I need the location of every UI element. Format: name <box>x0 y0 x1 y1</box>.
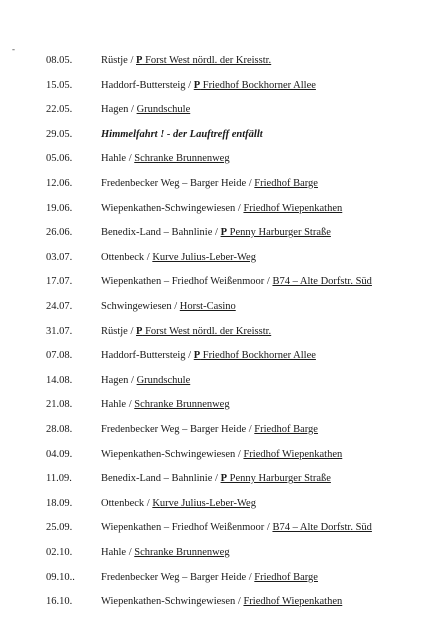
row-description <box>101 446 342 464</box>
row-location: P <box>220 473 227 485</box>
row-text: Schwingewiesen / <box>101 301 180 312</box>
schedule-row <box>0 396 446 414</box>
row-location: Friedhof Wiepenkathen <box>243 202 343 214</box>
row-description <box>101 544 230 562</box>
row-date: 03.07. <box>46 251 73 263</box>
row-description <box>101 52 271 70</box>
row-text: Fredenbecker Weg – Barger Heide / <box>101 178 255 189</box>
row-location: Friedhof Barge <box>254 178 318 189</box>
row-text: Rüstje / <box>101 325 137 337</box>
row-date: 29.05. <box>46 128 73 140</box>
row-description <box>101 470 331 488</box>
row-date: 15.05. <box>46 79 73 91</box>
row-description <box>101 495 256 513</box>
row-text: Ottenbeck / <box>101 497 153 509</box>
row-text: Wiepenkathen-Schwingewiesen / <box>101 596 244 608</box>
margin-mark: - <box>12 44 15 54</box>
row-date: 05.06. <box>46 153 73 165</box>
row-date: 02.10. <box>46 547 73 558</box>
row-location: P <box>136 55 143 66</box>
row-date: 31.07. <box>46 325 73 337</box>
row-description <box>101 593 342 611</box>
row-text: Fredenbecker Weg – Barger Heide / <box>101 424 255 435</box>
row-location: B74 – Alte Dorfstr. Süd <box>272 522 372 534</box>
schedule-row <box>0 52 446 70</box>
row-date: 17.07. <box>46 276 73 288</box>
row-location: P <box>193 350 201 362</box>
schedule-row <box>0 323 446 341</box>
schedule-row <box>0 544 446 562</box>
row-location: Friedhof Barge <box>254 424 318 435</box>
row-date: 26.06. <box>46 227 73 239</box>
schedule-row <box>0 298 446 316</box>
schedule-row <box>0 126 446 144</box>
schedule-row <box>0 77 446 95</box>
row-text: Fredenbecker Weg – Barger Heide / <box>101 571 255 583</box>
row-location: P <box>193 79 201 91</box>
schedule-row <box>0 470 446 488</box>
row-text: Hahle / <box>101 153 135 165</box>
row-location: Schranke Brunnenweg <box>134 153 230 165</box>
row-description <box>101 323 271 341</box>
row-date: 16.10. <box>46 596 73 608</box>
row-text: Ottenbeck / <box>101 251 153 263</box>
row-description <box>101 175 318 193</box>
row-description <box>101 298 236 316</box>
row-location: Friedhof Bockhorner Allee <box>200 79 316 91</box>
row-date: 11.09. <box>46 473 72 485</box>
row-date: 07.08. <box>46 350 73 362</box>
row-text: Hagen / <box>101 374 137 386</box>
row-description <box>101 126 263 144</box>
row-location: B74 – Alte Dorfstr. Süd <box>272 276 372 288</box>
row-location: Forst West nördl. der Kreisstr. <box>142 325 272 337</box>
row-text: Wiepenkathen-Schwingewiesen / <box>101 202 244 214</box>
row-description <box>101 347 316 365</box>
row-description <box>101 101 190 119</box>
schedule-row <box>0 495 446 513</box>
row-date: 04.09. <box>46 448 73 460</box>
schedule-row <box>0 200 446 218</box>
schedule-row <box>0 519 446 537</box>
row-text: Haddorf-Buttersteig / <box>101 79 194 91</box>
row-date: 09.10.. <box>46 571 75 583</box>
schedule-row <box>0 446 446 464</box>
row-location: Penny Harburger Straße <box>226 473 331 485</box>
schedule-row <box>0 249 446 267</box>
row-description <box>101 372 190 390</box>
row-location: Penny Harburger Straße <box>226 227 331 239</box>
row-text: Hahle / <box>101 399 135 411</box>
row-text: Haddorf-Buttersteig / <box>101 350 194 362</box>
row-text: Hagen / <box>101 104 137 116</box>
schedule-row <box>0 593 446 611</box>
row-text: Wiepenkathen – Friedhof Weißenmoor / <box>101 276 273 288</box>
schedule-row <box>0 569 446 587</box>
row-description <box>101 519 372 537</box>
row-date: 08.05. <box>46 55 73 66</box>
row-location: Friedhof Wiepenkathen <box>243 448 343 460</box>
row-date: 18.09. <box>46 497 73 509</box>
row-description <box>101 150 230 168</box>
row-date: 14.08. <box>46 374 73 386</box>
row-text: Benedix-Land – Bahnlinie / <box>101 473 221 485</box>
row-location: Kurve Julius-Leber-Weg <box>152 497 256 509</box>
row-location: Schranke Brunnenweg <box>134 399 230 411</box>
row-description <box>101 396 230 414</box>
row-location: P <box>136 325 143 337</box>
row-location: Friedhof Bockhorner Allee <box>200 350 316 362</box>
row-text: Hahle / <box>101 547 135 558</box>
schedule-row <box>0 347 446 365</box>
row-note: Himmelfahrt ! - der Lauftreff entfällt <box>101 128 263 140</box>
schedule-row <box>0 224 446 242</box>
row-location: Kurve Julius-Leber-Weg <box>152 251 256 263</box>
row-location: Friedhof Wiepenkathen <box>243 596 343 608</box>
row-description <box>101 77 316 95</box>
schedule-row <box>0 150 446 168</box>
row-date: 19.06. <box>46 202 73 214</box>
row-description <box>101 569 318 587</box>
row-description <box>101 273 372 291</box>
schedule-row <box>0 273 446 291</box>
row-date: 28.08. <box>46 424 73 435</box>
schedule-row <box>0 175 446 193</box>
row-location: P <box>220 227 227 239</box>
schedule-row <box>0 421 446 439</box>
row-location: Forst West nördl. der Kreisstr. <box>142 55 272 66</box>
row-description <box>101 249 256 267</box>
row-location: Friedhof Barge <box>254 571 318 583</box>
row-location: Horst-Casino <box>179 301 236 312</box>
row-date: 25.09. <box>46 522 73 534</box>
row-text: Benedix-Land – Bahnlinie / <box>101 227 221 239</box>
row-text: Rüstje / <box>101 55 137 66</box>
row-text: Wiepenkathen – Friedhof Weißenmoor / <box>101 522 273 534</box>
row-date: 12.06. <box>46 178 73 189</box>
schedule-row <box>0 101 446 119</box>
row-description <box>101 200 342 218</box>
row-location: Grundschule <box>136 104 191 116</box>
schedule-row <box>0 372 446 390</box>
row-text: Wiepenkathen-Schwingewiesen / <box>101 448 244 460</box>
row-date: 21.08. <box>46 399 73 411</box>
row-description <box>101 224 331 242</box>
row-location: Grundschule <box>136 374 191 386</box>
row-location: Schranke Brunnenweg <box>134 547 230 558</box>
row-description <box>101 421 318 439</box>
row-date: 22.05. <box>46 104 73 116</box>
row-date: 24.07. <box>46 301 73 312</box>
